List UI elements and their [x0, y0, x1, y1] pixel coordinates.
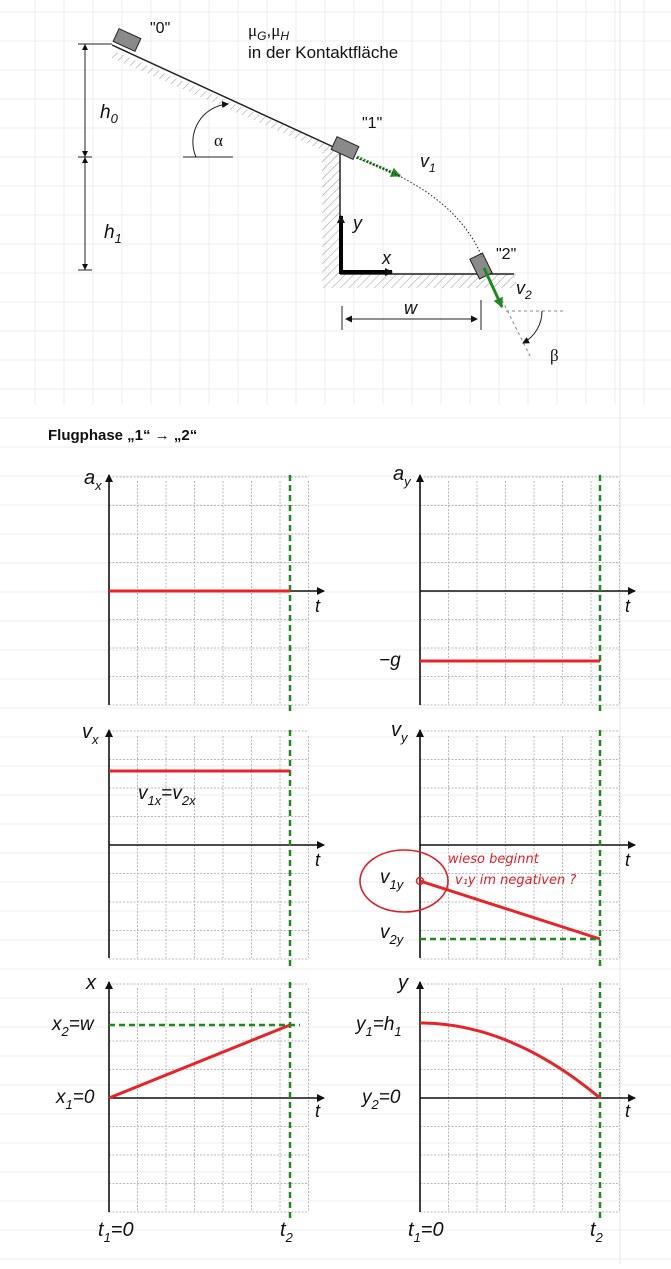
label-h1: $h_1$ — [104, 222, 122, 246]
xlabel-t-ay: t — [625, 596, 631, 616]
plot-panel-6 — [420, 982, 635, 1220]
trajectory-curve — [356, 158, 482, 257]
beta-arc — [523, 311, 542, 343]
label-t1-right: $t_1=0$ — [408, 1219, 444, 1245]
plot-panel-4 — [420, 730, 635, 966]
note-line-1: wieso beginnt — [448, 852, 539, 867]
plot-panel-2 — [420, 475, 635, 713]
xlabel-t-vy: t — [625, 850, 631, 870]
label-x2-eq-w: $x_2=w$ — [52, 1014, 94, 1039]
cliff-hatch — [322, 152, 340, 276]
note-circle — [360, 850, 448, 912]
label-pos-2: "2" — [496, 246, 517, 263]
beta-extension-line — [502, 300, 530, 356]
xlabel-t-y: t — [625, 1101, 631, 1121]
note-line-2: v₁y im negativen ? — [455, 873, 577, 888]
series-x — [109, 1025, 290, 1098]
label-x-axis: x — [382, 248, 391, 268]
label-t2-left: $t_2$ — [280, 1219, 293, 1245]
label-x1-eq-0: $x_1=0$ — [56, 1087, 95, 1112]
label-y-axis: y — [353, 213, 362, 233]
annotation-v1x-v2x: $v_{1x}=v_{2x}$ — [138, 783, 196, 808]
label-y1-eq-h1: $y_1=h_1$ — [356, 1014, 402, 1039]
section-title: Flugphase „1“ → „2“ — [48, 427, 198, 444]
xlabel-t-x: t — [315, 1101, 321, 1121]
xlabel-t-vx: t — [315, 850, 321, 870]
label-pos-0: "0" — [150, 20, 171, 37]
series-y — [420, 1023, 600, 1098]
label-v2: $v_2$ — [516, 278, 532, 302]
ylabel-vy: $v_y$ — [391, 719, 408, 745]
label-h0: $h_0$ — [100, 102, 118, 126]
velocity-v1-arrow — [357, 157, 400, 176]
ylabel-x: x — [86, 972, 96, 994]
mu-label: $\mu_G,\mu_H$ — [248, 21, 289, 43]
label-t2-right: $t_2$ — [590, 1219, 603, 1245]
contact-text: in der Kontaktfläche — [248, 43, 399, 62]
ylabel-vx: $v_x$ — [82, 721, 99, 747]
label-alpha: α — [214, 131, 223, 150]
label-v1y: $v_{1y}$ — [380, 867, 404, 892]
label-pos-1: "1" — [362, 115, 383, 132]
plot-panel-3 — [109, 730, 324, 966]
tick-minus-g: −g — [379, 650, 401, 671]
label-w: w — [404, 298, 417, 318]
plot-panel-1 — [109, 475, 324, 713]
xlabel-t-ax: t — [315, 596, 321, 616]
ylabel-ax: $a_x$ — [84, 467, 102, 493]
ylabel-ay: $a_y$ — [393, 463, 411, 489]
plot-panel-5 — [109, 982, 324, 1220]
label-beta: β — [550, 346, 559, 365]
label-t1-left: $t_1=0$ — [98, 1219, 134, 1245]
label-v1: $v_1$ — [420, 151, 436, 175]
ylabel-y: y — [398, 972, 408, 994]
label-y2-eq-0: $y_2=0$ — [362, 1087, 401, 1112]
label-v2y: $v_{2y}$ — [380, 922, 404, 947]
